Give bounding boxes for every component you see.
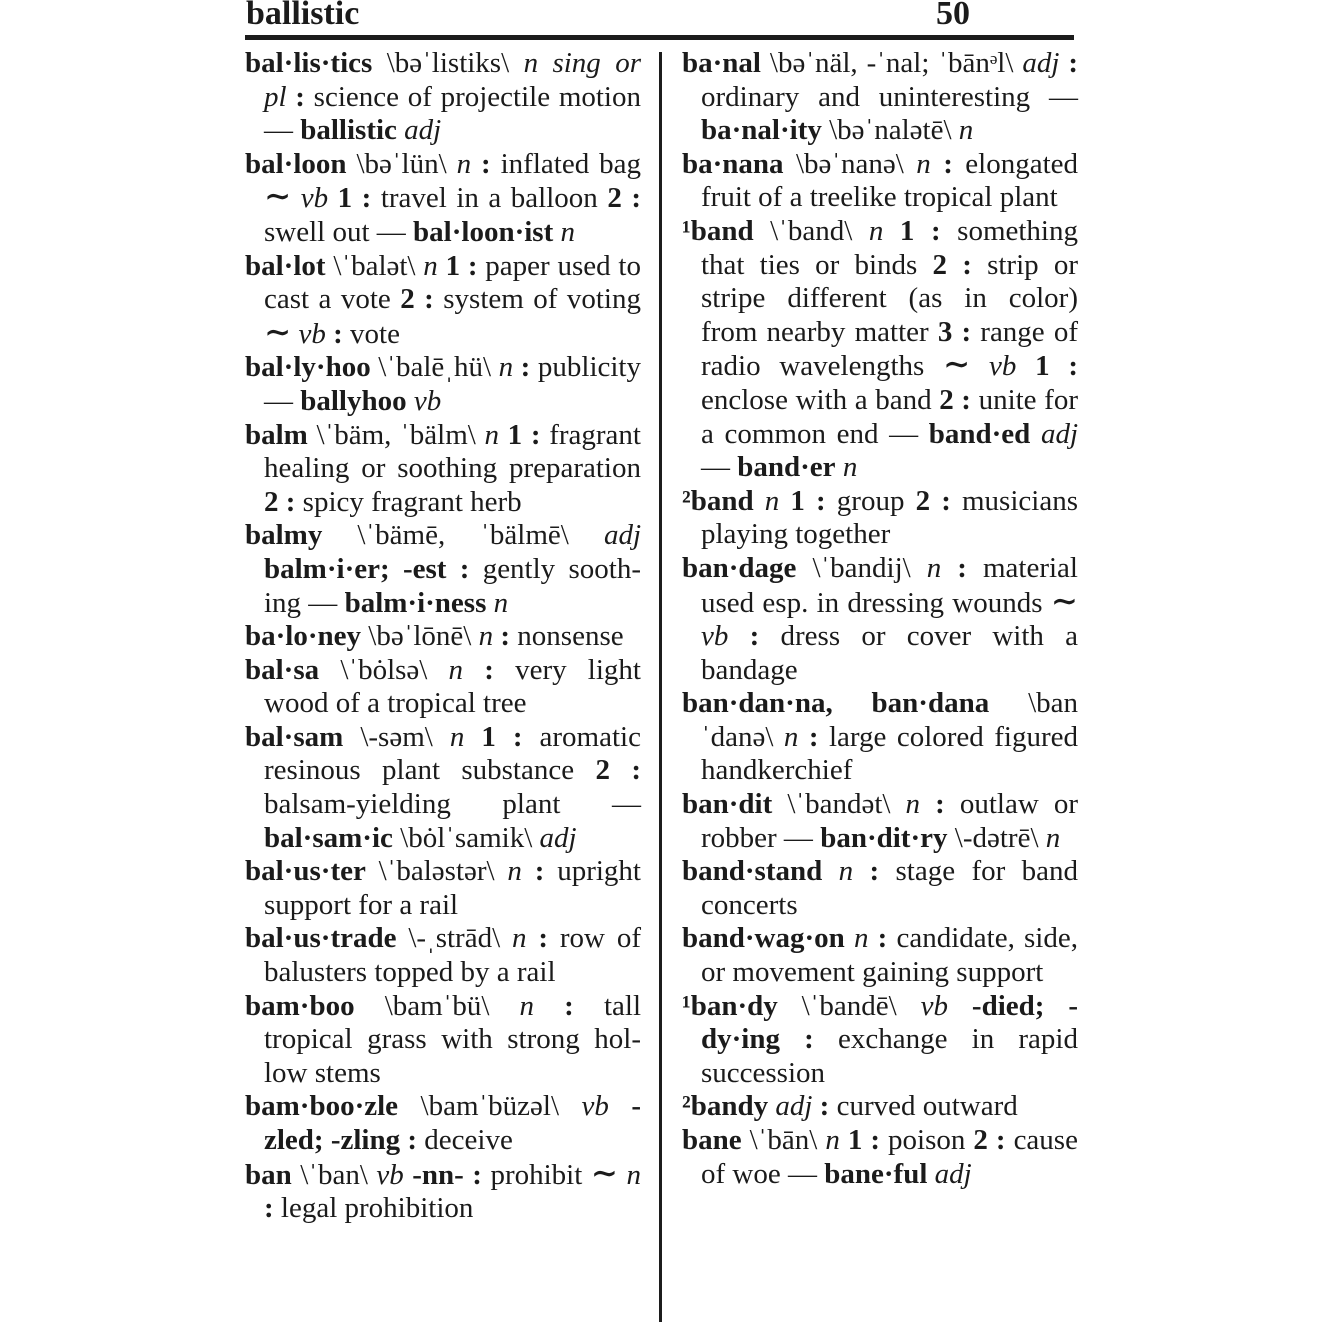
definition-text: \bȯlˈsamik\ xyxy=(392,821,540,854)
entry-banana xyxy=(682,148,1078,215)
definition-text: group xyxy=(836,484,916,517)
swung-dash-icon: ∼ xyxy=(1050,583,1078,620)
definition-text: \ˈbäm, ˈbälm\ xyxy=(307,418,485,451)
definition-text: deceive xyxy=(424,1124,513,1156)
entry-balmy xyxy=(245,519,641,620)
bold-text: : xyxy=(812,1090,837,1123)
bold-text: 1 : xyxy=(1016,350,1078,383)
bold-text: : xyxy=(286,80,314,113)
entry-bandage xyxy=(682,552,1078,687)
bold-text: 2 : xyxy=(607,182,641,215)
definition-text: prohibit xyxy=(490,1158,591,1191)
italic-label: vb xyxy=(701,620,729,653)
italic-label: n xyxy=(448,653,464,686)
swung-dash-icon: ∼ xyxy=(943,347,971,384)
bold-text: 2 : xyxy=(400,283,444,316)
bold-text: band·er xyxy=(737,451,836,484)
bold-text: : xyxy=(513,351,538,384)
definition-text: dress or cover with a bandage xyxy=(701,620,1078,686)
entry-ballyhoo xyxy=(245,351,641,418)
right-column xyxy=(682,47,1078,1226)
bold-text: ²bandy xyxy=(682,1090,769,1123)
italic-label: vb xyxy=(406,384,442,417)
bold-text: bam·boo·zle xyxy=(245,1090,399,1123)
bold-text: 2 : xyxy=(595,754,641,787)
definition-text: stage for band concerts xyxy=(701,855,1078,921)
entry-balsam xyxy=(245,721,641,855)
bold-text: 2 : xyxy=(973,1124,1014,1156)
bold-text: bane·ful xyxy=(824,1157,928,1190)
bold-text: 2 : xyxy=(264,485,303,518)
definition-text: very light wood of a tropical tree xyxy=(264,653,641,720)
entry-balustrade xyxy=(245,922,641,989)
definition-text: vote xyxy=(350,317,400,350)
bold-text: : xyxy=(868,922,897,955)
italic-label: n xyxy=(958,114,974,147)
definition-text: \-ˌstrād\ xyxy=(396,922,512,955)
definition-text: musicians playing together xyxy=(701,484,1078,551)
bold-text: bam·boo xyxy=(245,989,355,1022)
entry-bandwagon xyxy=(682,922,1078,989)
bold-text: 1 : xyxy=(883,214,958,247)
bold-text: ban·dan·na, ban·dana xyxy=(682,687,990,720)
definition-text: tall tropical grass with strong hollow stems xyxy=(264,989,641,1089)
italic-label: n xyxy=(844,922,869,955)
bold-text: ba·nana xyxy=(682,147,784,180)
bold-text: 1 : xyxy=(437,249,486,282)
definition-text: cause of woe — xyxy=(701,1124,1078,1190)
definition-text: range of radio wavelengths xyxy=(701,315,1078,383)
bold-text: bal·ly·hoo xyxy=(245,351,371,384)
bold-text: : xyxy=(463,653,516,686)
italic-label: n xyxy=(449,720,465,753)
bold-text: : xyxy=(920,788,960,821)
definition-text: aromatic resinous plant substance xyxy=(264,720,641,787)
entry-ballistics xyxy=(245,47,641,148)
definition-text: upright support for a rail xyxy=(264,855,641,921)
definition-text: \ˈban\ xyxy=(291,1158,377,1191)
entry-baloney xyxy=(245,620,641,654)
swung-dash-icon: ∼ xyxy=(264,179,292,216)
definition-text: \bəˈnäl, -ˈnal; ˈbānᵊl\ xyxy=(761,47,1023,79)
bold-text: 1 : xyxy=(839,1124,889,1156)
definition-text: balsam-yielding plant — xyxy=(264,788,641,821)
italic-label: adj xyxy=(396,114,442,147)
definition-text: nonsense xyxy=(517,620,624,653)
bold-text: : xyxy=(941,551,983,584)
bold-text: : xyxy=(728,620,781,653)
italic-label: adj xyxy=(927,1157,972,1190)
italic-label: adj xyxy=(768,1090,813,1123)
bold-text: : xyxy=(1059,47,1078,79)
definition-text: outlaw or robber — xyxy=(701,788,1078,854)
bold-text: : xyxy=(526,922,560,955)
definition-text: \ˈbalət\ xyxy=(325,249,424,282)
definition-text: ordinary and uninteresting — xyxy=(701,80,1078,113)
definition-text: \bəˈnanə\ xyxy=(783,147,917,180)
bold-text: ban·dage xyxy=(682,551,797,584)
entry-banal xyxy=(682,47,1078,148)
definition-text: inflated bag xyxy=(500,147,641,180)
definition-text: large colored figured handkerchief xyxy=(701,720,1078,787)
entry-baluster xyxy=(245,855,641,922)
definition-text: \bamˈbüzəl\ xyxy=(398,1090,582,1123)
definition-text: travel in a balloon xyxy=(380,182,608,215)
definition-text: legal prohibition xyxy=(280,1192,474,1225)
definition-text: publicity — xyxy=(264,351,641,417)
entry-balm xyxy=(245,419,641,520)
bold-text: 2 : xyxy=(932,248,988,281)
italic-label: n xyxy=(783,720,799,753)
bold-text: bal·sam·ic xyxy=(264,821,393,854)
swung-dash-icon: ∼ xyxy=(590,1155,619,1192)
text-columns xyxy=(245,47,1078,1226)
bold-text: balmy xyxy=(245,519,323,552)
entry-band xyxy=(682,485,1078,552)
bold-text: 1 : xyxy=(779,484,837,517)
bold-text: 2 : xyxy=(915,484,962,517)
swung-dash-icon: ∼ xyxy=(264,314,292,351)
bold-text: ban xyxy=(245,1158,292,1191)
bold-text: bal·lot xyxy=(245,249,326,282)
italic-label: n xyxy=(512,922,527,955)
italic-label: vb xyxy=(376,1158,404,1191)
italic-label: vb xyxy=(970,350,1017,383)
entry-ban xyxy=(245,1155,642,1226)
italic-label: n xyxy=(456,147,472,180)
left-column xyxy=(245,47,641,1226)
definition-text: \ˈbandət\ xyxy=(772,788,906,821)
bold-text: bal·us·ter xyxy=(245,855,366,888)
header-rule xyxy=(245,35,1074,40)
bold-text: 3 : xyxy=(937,315,981,348)
definition-text: \banˈdanə\ xyxy=(701,687,1078,753)
italic-label: vb xyxy=(920,989,948,1022)
definition-text: \bəˈlistiks\ xyxy=(372,47,524,79)
bold-text: ²band xyxy=(682,484,754,517)
italic-label: adj xyxy=(539,821,577,854)
bold-text: : xyxy=(471,147,501,180)
entry-bamboozle xyxy=(245,1090,641,1157)
italic-label: adj xyxy=(1022,47,1060,79)
italic-label: n xyxy=(822,855,854,888)
italic-label: n xyxy=(1045,821,1061,854)
italic-label: n xyxy=(507,855,522,888)
definition-text: — xyxy=(701,451,738,484)
bold-text: -zled; -zling : xyxy=(264,1090,641,1156)
definition-text: swell out — xyxy=(264,215,414,248)
bold-text: band·stand xyxy=(682,855,823,888)
italic-label: adj xyxy=(603,519,641,552)
definition-text: system of voting xyxy=(443,283,641,316)
bold-text: ¹ban·dy xyxy=(682,989,778,1022)
italic-label: n xyxy=(825,1124,840,1156)
definition-text: \ˈbandij\ xyxy=(796,551,927,584)
bold-text: bane xyxy=(682,1124,742,1156)
italic-label: n xyxy=(519,989,535,1022)
bold-text: bal·lis·tics xyxy=(245,47,373,79)
definition-text: strip or stripe different (as in color) from nearby matter xyxy=(701,248,1078,348)
entry-bamboo xyxy=(245,990,641,1091)
bold-text: ba·lo·ney xyxy=(245,620,362,653)
italic-label: vb xyxy=(581,1090,609,1123)
definition-text: \bəˈlün\ xyxy=(346,147,457,180)
bold-text: 1 : xyxy=(328,182,381,215)
bold-text: balm xyxy=(245,418,308,451)
italic-label: n sing or pl xyxy=(264,47,641,113)
definition-text: spicy fragrant herb xyxy=(302,485,522,518)
bold-text: : xyxy=(325,317,351,350)
definition-text: \ˈbaləstər\ xyxy=(365,855,508,888)
definition-text: \-səm\ xyxy=(343,720,450,753)
entry-bandstand xyxy=(682,855,1078,922)
italic-label: n xyxy=(618,1158,642,1191)
entry-bandy xyxy=(682,990,1078,1091)
bold-text: ba·nal·ity xyxy=(701,114,822,147)
bold-text: 2 : xyxy=(939,383,979,416)
bold-text: ba·nal xyxy=(682,47,761,79)
bold-text: : xyxy=(930,147,966,180)
bold-text: balm·i·er; -est : xyxy=(264,552,483,585)
definition-text: \ˈband\ xyxy=(753,214,869,247)
entry-ballot xyxy=(245,250,641,352)
italic-label: vb xyxy=(291,317,326,350)
entry-bandannabandana xyxy=(682,687,1078,788)
bold-text: ¹band xyxy=(682,214,754,247)
bold-text: bal·loon·ist xyxy=(413,215,554,248)
italic-label: n xyxy=(926,551,942,584)
definition-text: curved outward xyxy=(836,1090,1018,1123)
definition-text: \bəˈlōnē\ xyxy=(361,620,479,653)
bold-text: band·wag·on xyxy=(682,922,845,955)
italic-label: n xyxy=(423,249,438,282)
italic-label: n xyxy=(478,620,494,653)
bold-text: bal·sa xyxy=(245,653,320,686)
bold-text: : xyxy=(264,1192,281,1225)
italic-label: adj xyxy=(1030,417,1078,450)
bold-text: : xyxy=(521,855,558,888)
definition-text: unite for a common end — xyxy=(701,383,1078,450)
definition-text: \ˈbandē\ xyxy=(777,989,921,1022)
bold-text: : xyxy=(798,720,829,753)
italic-label: n xyxy=(498,351,514,384)
guide-word: ballistic xyxy=(246,0,360,32)
italic-label: n xyxy=(868,214,884,247)
italic-label: n xyxy=(486,586,509,619)
italic-label: n xyxy=(484,418,499,451)
bold-text: bal·sam xyxy=(245,720,344,753)
entry-balsa xyxy=(245,654,641,721)
bold-text: balm·i·ness xyxy=(344,586,487,619)
bold-text: ballistic xyxy=(300,114,397,147)
bold-text: ballyhoo xyxy=(300,384,407,417)
definition-text: \bamˈbü\ xyxy=(354,989,520,1022)
italic-label: n xyxy=(905,788,921,821)
definition-text: \ˈbān\ xyxy=(741,1124,826,1156)
definition-text: \ˈbalēˌhü\ xyxy=(370,351,499,384)
page-number: 50 xyxy=(936,0,970,32)
definition-text: elongated fruit of a treelike tropical plant xyxy=(701,147,1078,214)
definition-text: material used esp. in dressing wounds xyxy=(701,551,1078,619)
definition-text: fragrant healing or soothing preparation xyxy=(264,418,641,485)
italic-label: n xyxy=(835,451,858,484)
definition-text: paper used to cast a vote xyxy=(264,249,641,316)
bold-text: bal·loon xyxy=(245,147,347,180)
definition-text: row of balusters topped by a rail xyxy=(264,922,641,989)
italic-label: n xyxy=(753,484,780,517)
italic-label: n xyxy=(553,215,575,248)
italic-label: vb xyxy=(291,182,329,215)
bold-text: -died; -dy·ing : xyxy=(701,989,1078,1056)
bold-text: 1 : xyxy=(464,720,540,753)
bold-text: bal·us·trade xyxy=(245,922,397,955)
bold-text: ban·dit·ry xyxy=(820,821,948,854)
entry-bandit xyxy=(682,788,1078,855)
definition-text: \ˈbȯlsə\ xyxy=(319,653,449,686)
definition-text: poison xyxy=(888,1124,974,1156)
entry-bane xyxy=(682,1124,1078,1191)
definition-text: \ˈbämē, ˈbälmē\ xyxy=(322,519,604,552)
bold-text: ban·dit xyxy=(682,788,773,821)
definition-text: \bəˈnalətē\ xyxy=(821,114,959,147)
italic-label: n xyxy=(916,147,931,180)
definition-text: exchange in rapid succession xyxy=(701,1023,1078,1089)
definition-text: something that ties or binds xyxy=(701,214,1078,281)
bold-text: : xyxy=(853,855,896,888)
bold-text: band·ed xyxy=(928,417,1031,450)
bold-text: : xyxy=(493,620,518,653)
bold-text: -nn- : xyxy=(403,1158,491,1191)
entry-balloon xyxy=(245,148,641,250)
bold-text: : xyxy=(534,989,604,1022)
entry-band xyxy=(682,215,1078,485)
definition-text: candidate, side, or movement gaining support xyxy=(701,922,1078,989)
definition-text: enclose with a band xyxy=(701,383,940,416)
definition-text: \-dətrē\ xyxy=(947,821,1046,854)
entry-bandy xyxy=(682,1090,1078,1124)
definition-text: gently soothing — xyxy=(264,552,641,619)
bold-text: 1 : xyxy=(499,418,550,451)
definition-text: science of projectile motion — xyxy=(264,80,641,147)
